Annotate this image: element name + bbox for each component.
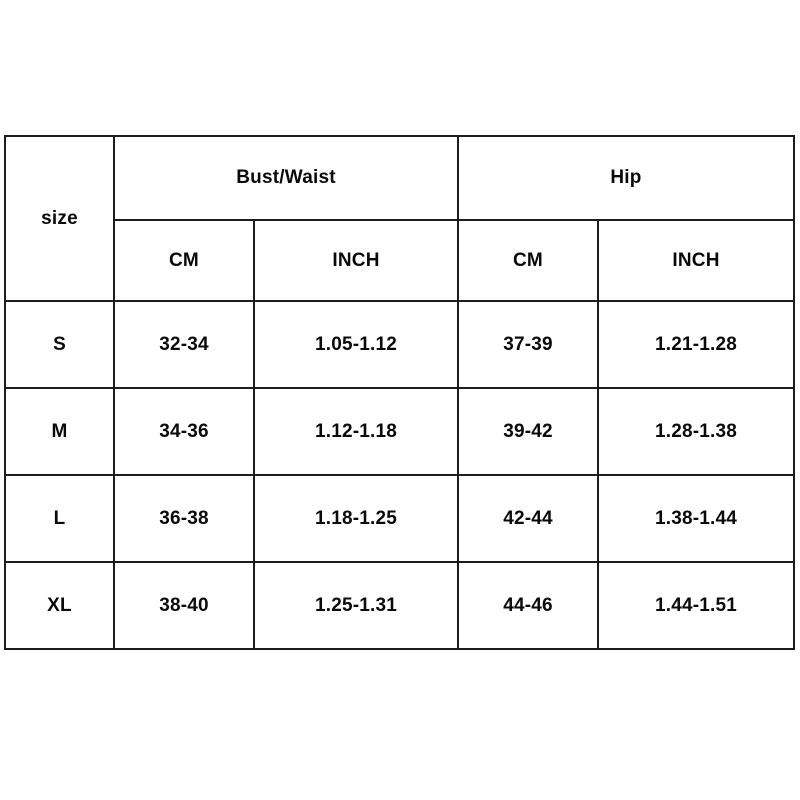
size-chart-table bbox=[4, 135, 795, 650]
hip-inch-value: 1.38-1.44 bbox=[598, 475, 794, 562]
table-row-xl bbox=[5, 562, 794, 649]
hip-cm-value: 44-46 bbox=[458, 562, 598, 649]
hip-cm-value: 42-44 bbox=[458, 475, 598, 562]
hip-cm-header: CM bbox=[458, 220, 598, 301]
size-label: S bbox=[5, 301, 114, 388]
bust-waist-cm-value: 34-36 bbox=[114, 388, 254, 475]
hip-inch-header: INCH bbox=[598, 220, 794, 301]
size-label: XL bbox=[5, 562, 114, 649]
unit-header-row bbox=[5, 220, 794, 301]
hip-cm-value: 39-42 bbox=[458, 388, 598, 475]
bust-waist-inch-value: 1.25-1.31 bbox=[254, 562, 458, 649]
hip-cm-value: 37-39 bbox=[458, 301, 598, 388]
hip-inch-value: 1.21-1.28 bbox=[598, 301, 794, 388]
size-column-header: size bbox=[5, 136, 114, 301]
group-header-row bbox=[5, 136, 794, 220]
hip-inch-value: 1.28-1.38 bbox=[598, 388, 794, 475]
table-row-s bbox=[5, 301, 794, 388]
bust-waist-inch-header: INCH bbox=[254, 220, 458, 301]
bust-waist-inch-value: 1.05-1.12 bbox=[254, 301, 458, 388]
bust-waist-inch-value: 1.18-1.25 bbox=[254, 475, 458, 562]
bust-waist-cm-value: 32-34 bbox=[114, 301, 254, 388]
hip-group-header: Hip bbox=[458, 136, 794, 220]
table-row-m bbox=[5, 388, 794, 475]
bust-waist-inch-value: 1.12-1.18 bbox=[254, 388, 458, 475]
bust-waist-cm-header: CM bbox=[114, 220, 254, 301]
table-row-l bbox=[5, 475, 794, 562]
bust-waist-cm-value: 38-40 bbox=[114, 562, 254, 649]
bust-waist-group-header: Bust/Waist bbox=[114, 136, 458, 220]
bust-waist-cm-value: 36-38 bbox=[114, 475, 254, 562]
size-label: M bbox=[5, 388, 114, 475]
size-label: L bbox=[5, 475, 114, 562]
hip-inch-value: 1.44-1.51 bbox=[598, 562, 794, 649]
